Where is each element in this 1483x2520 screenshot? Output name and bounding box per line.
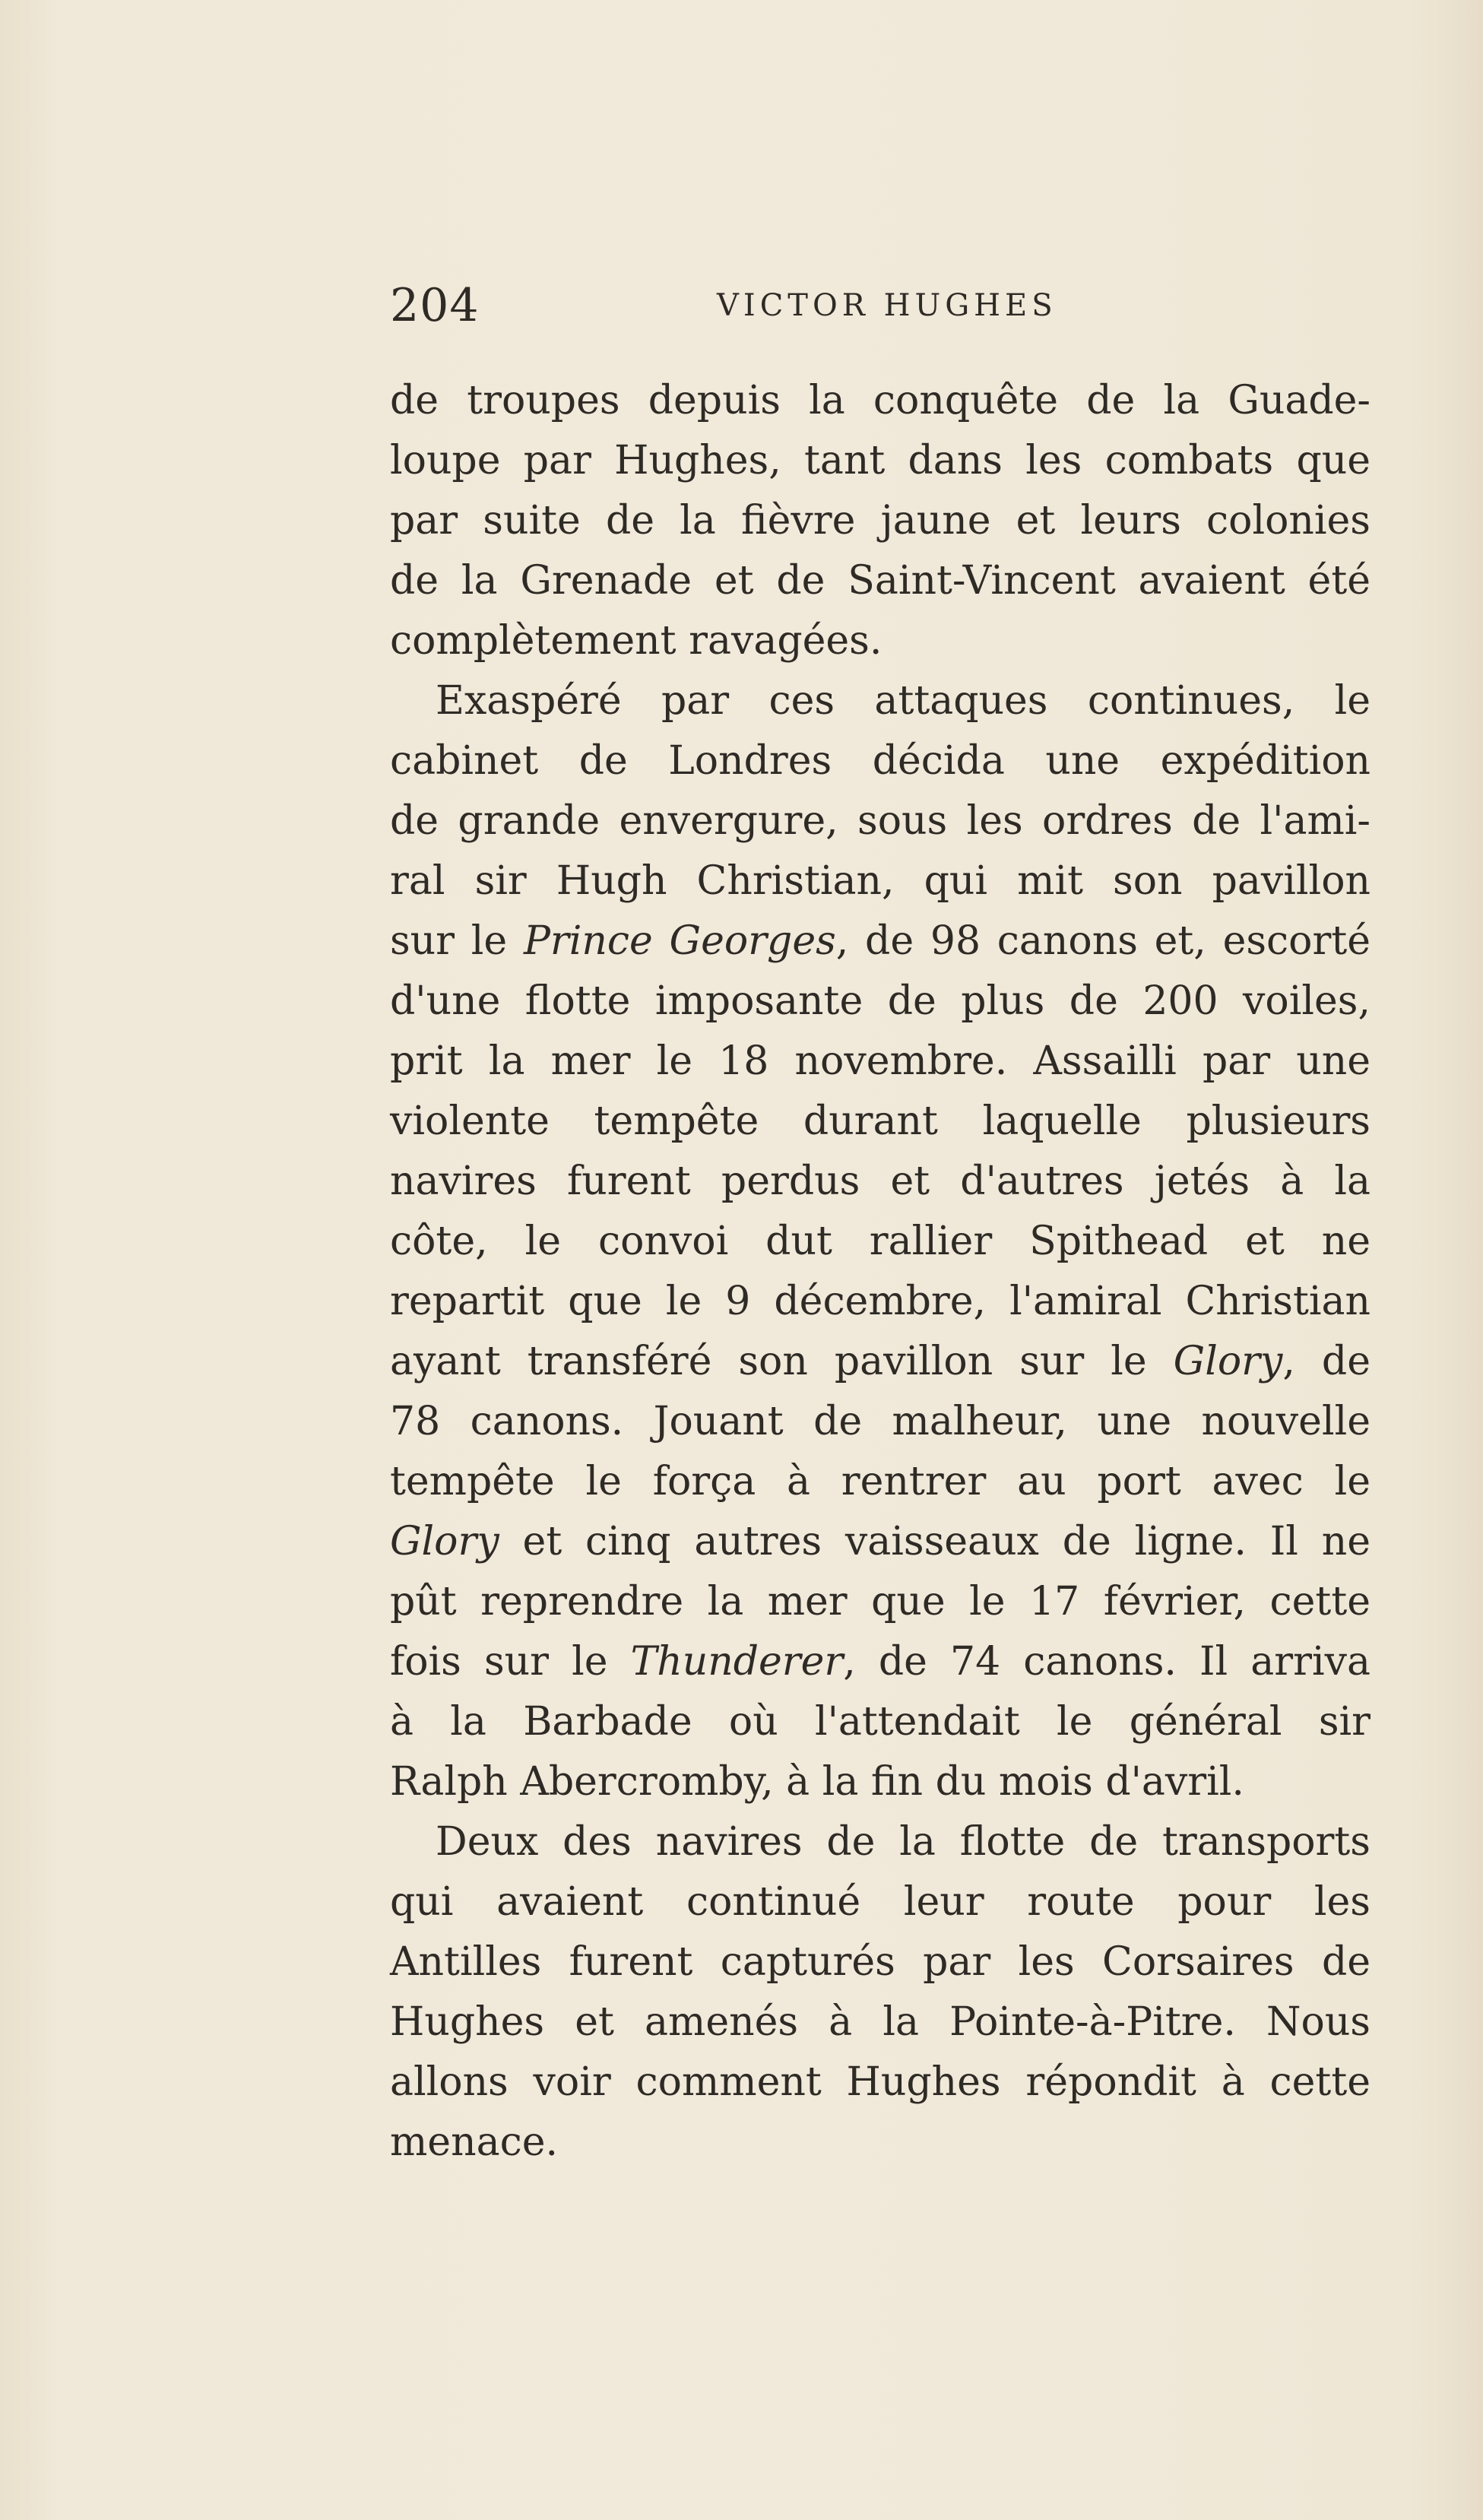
text-segment: sur le [390,918,524,964]
text-line [390,671,1371,731]
text-line [390,491,1371,551]
text-segment: fois sur le [390,1639,631,1685]
ship-name: Prince Georges [523,918,836,964]
text-segment: et cinq autres vaisseaux de ligne. Il ne [499,1519,1371,1564]
ship-name: Glory [390,1519,499,1564]
text-segment: à la Barbade où l'attendait le général sir [390,1699,1371,1745]
text-line [390,1272,1371,1332]
text-line [390,1152,1371,1212]
text-segment: Exaspéré par ces attaques continues, le [436,678,1371,724]
text-line [390,911,1371,972]
text-segment: prit la mer le 18 novembre. Assailli par une [390,1038,1371,1084]
text-segment: menace. [390,2119,558,2165]
text-segment: cabinet de Londres décida une expédition [390,738,1371,784]
text-line [390,1872,1371,1932]
text-line [390,1452,1371,1512]
text-segment: navires furent perdus et d'autres jetés à la [390,1159,1371,1204]
text-line [390,1572,1371,1632]
text-line [390,2052,1371,2113]
text-segment: ayant transféré son pavillon sur le [390,1339,1174,1384]
text-segment: tempête le força à rentrer au port avec le [390,1459,1371,1504]
text-line [390,1392,1371,1452]
text-segment: par suite de la fièvre jaune et leurs colonies [390,498,1371,544]
text-line [390,1212,1371,1272]
text-segment: Ralph Abercromby, à la fin du mois d'avril. [390,1759,1244,1805]
text-line [390,431,1371,491]
text-segment: allons voir comment Hughes répondit à cette [390,2059,1371,2105]
ship-name: Glory [1173,1339,1283,1384]
text-segment: côte, le convoi dut rallier Spithead et ne [390,1219,1371,1264]
text-line [390,791,1371,851]
text-segment: Deux des navires de la flotte de transports [436,1819,1371,1865]
text-segment: complètement ravagées. [390,618,883,664]
text-segment: repartit que le 9 décembre, l'amiral Christian [390,1279,1371,1324]
text-line [390,1332,1371,1392]
text-line [390,551,1371,611]
text-segment: qui avaient continué leur route pour les [390,1879,1371,1925]
text-line [390,1992,1371,2052]
text-line [390,1032,1371,1092]
text-segment: violente tempête durant laquelle plusieurs [390,1098,1371,1144]
page-number: 204 [390,279,480,332]
text-segment: Hughes et amenés à la Pointe-à-Pitre. Nous [390,1999,1371,2045]
body-text [390,371,1371,2173]
text-line [390,1692,1371,1752]
text-segment: pût reprendre la mer que le 17 février, cette [390,1579,1371,1625]
text-segment: ral sir Hugh Christian, qui mit son pavillon [390,858,1371,904]
text-line [390,1752,1371,1812]
text-segment: de grande envergure, sous les ordres de l'ami- [390,798,1371,844]
text-segment: de troupes depuis la conquête de la Guade- [390,378,1371,423]
text-line [390,972,1371,1032]
text-segment: , de 98 canons et, escorté [835,918,1371,964]
text-line [390,371,1371,431]
text-segment: loupe par Hughes, tant dans les combats que [390,438,1371,483]
ship-name: Thunderer [630,1639,844,1685]
text-segment: 78 canons. Jouant de malheur, une nouvelle [390,1399,1371,1444]
text-line [390,1932,1371,1992]
text-line [390,1512,1371,1572]
text-segment: , de [1282,1339,1371,1384]
text-line [390,611,1371,671]
text-segment: , de 74 canons. Il arriva [843,1639,1371,1685]
page-header [390,275,1386,336]
text-segment: d'une flotte imposante de plus de 200 voiles, [390,978,1371,1024]
running-head: VICTOR HUGHES [717,288,1057,323]
text-segment: Antilles furent capturés par les Corsaires de [390,1939,1371,1985]
text-line [390,851,1371,911]
text-line [390,731,1371,791]
text-line [390,1812,1371,1872]
text-line [390,1092,1371,1152]
text-line [390,1632,1371,1692]
text-segment: de la Grenade et de Saint-Vincent avaient été [390,558,1371,604]
text-line [390,2113,1371,2173]
